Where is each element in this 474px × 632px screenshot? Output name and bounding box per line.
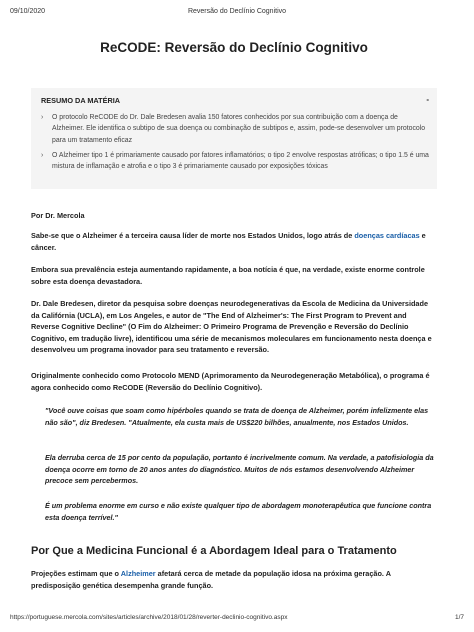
print-url: https://portuguese.mercola.com/sites/articles/archive/2018/01/28/reverter-declinio-cognitivo.aspx [10,614,288,621]
article-title: ReCODE: Reversão do Declínio Cognitivo [100,40,368,55]
blockquote: "Você ouve coisas que soam como hipérboles quando se trata de doença de Alzheimer, porém infelizmente elas não são", diz Bredesen. "Atualmente, ela custa mais de US$220 bilhões, anualmente, nos Estados Unidos. [45,406,429,427]
summary-list [41,112,429,172]
blockquote: É um problema enorme em curso e não existe qualquer tipo de abordagem monoterapêutica que funcione contra esta doença terrível." [45,501,432,522]
paragraph: Dr. Dale Bredesen, diretor da pesquisa sobre doenças neurodegenerativas da Escola de Medicina da Universidade da Califórnia (UCLA), em Los Angeles, e autor de "The End of Alzheimer's: The First Program to Prevent and Reverse Cognitive Decline" (O Fim do Alzheimer: O Primeiro Programa de Prevenção e Reversão do Declínio Cognitivo, em tradução livre), identificou uma série de mecanismos moleculares em funcionamento nesta doença e desenvolveu um programa inovador para seu tratamento e reversão. [31,299,432,355]
text-run: Projeções estimam que o [31,569,121,578]
link-alzheimer[interactable]: Alzheimer [120,569,156,578]
text-run: e câncer. [31,231,426,252]
print-footer [10,614,464,624]
summary-header[interactable] [41,96,429,105]
byline: Por Dr. Mercola [31,211,85,220]
blockquote: Ela derruba cerca de 15 por cento da população, portanto é incrivelmente comum. Na verdade, a patofisiologia da doença ocorre em torno de 20 anos antes do diagnóstico. Muitos de nós estamos desenvolvendo Alzheimer precoce sem percebermos. [45,453,434,486]
chevron-right-icon: › [41,114,44,121]
chevron-right-icon: › [41,151,44,159]
print-page-title: Reversão do Declínio Cognitivo [187,8,287,15]
text-run: Sabe-se que o Alzheimer é a terceira causa líder de morte nos Estados Unidos, logo atrás de [31,231,355,240]
paragraph [31,568,435,591]
summary-item [41,112,429,146]
summary-item-text: O protocolo ReCODE do Dr. Dale Bredesen avalia 150 fatores conhecidos por sua contribuição com a doença de Alzheimer. Ele identifica o subtipo de sua doença ou combinação de subtipos e, assim, pode-se desenvolver um protocolo para um tratamento eficaz [52,114,426,144]
summary-item [41,150,429,173]
paragraph: Originalmente conhecido como Protocolo MEND (Aprimoramento da Neurodegeneração Metabólica), o programa é agora conhecido como ReCODE (Reversão do Declínio Cognitivo). [31,371,430,392]
page-number: 1/7 [454,614,464,621]
section-heading: Por Que a Medicina Funcional é a Abordagem Ideal para o Tratamento [31,545,397,557]
print-header [10,8,464,18]
text-run: afetará cerca de metade da população idosa na próxima geração. A predisposição genética desempenha grande função. [31,569,391,590]
collapse-toggle-icon[interactable]: - [426,95,429,104]
summary-item-text: O Alzheimer tipo 1 é primariamente causado por fatores inflamatórios; o tipo 2 envolve respostas atróficas; o tipo 1.5 é uma mistura de inflamação e atrofia e o tipo 3 é primariamente causado por exposições tóxicas [52,151,429,171]
article-summary-box [31,88,437,189]
paragraph [31,230,435,253]
paragraph: Embora sua prevalência esteja aumentando rapidamente, a boa notícia é que, na verdade, existe enorme controle sobre esta doença devastadora. [31,265,425,286]
link-doencas-cardiacas[interactable]: doenças cardíacas [354,231,420,240]
summary-heading: RESUMO DA MATÉRIA [41,96,121,105]
print-date: 09/10/2020 [10,8,46,15]
